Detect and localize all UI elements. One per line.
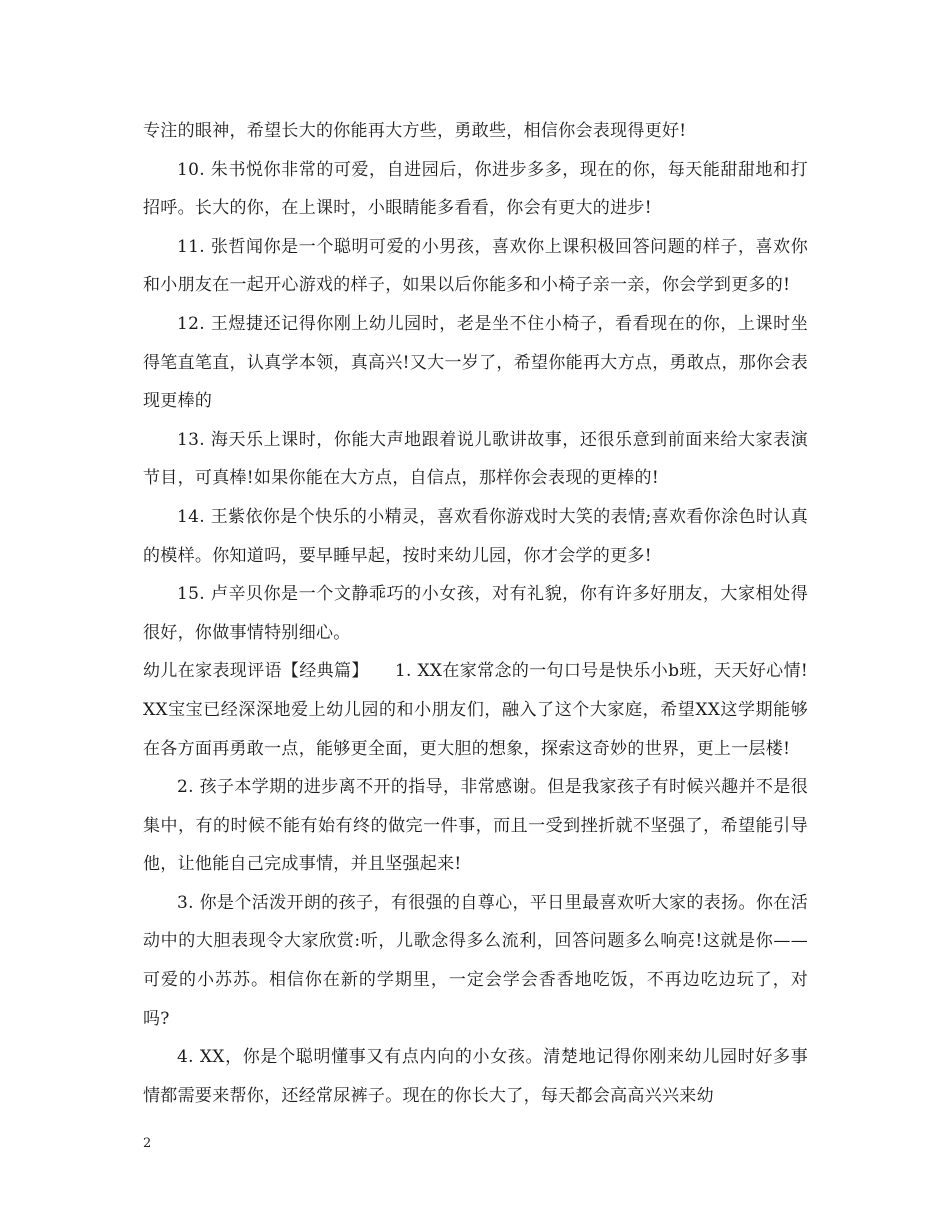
paragraph-2: 10. 朱书悦你非常的可爱，自进园后，你进步多多，现在的你，每天能甜甜地和打招呼。长大的你，在上课时，小眼睛能多看看，你会有更大的进步! xyxy=(143,159,808,219)
paragraph-6: 14. 王紫依你是个快乐的小精灵，喜欢看你游戏时大笑的表情;喜欢看你涂色时认真的模样。你知道吗，要早睡早起，按时来幼儿园，你才会学的更多! xyxy=(143,506,808,566)
page-number: 2 xyxy=(143,1136,152,1151)
paragraph-3: 11. 张哲闻你是一个聪明可爱的小男孩，喜欢你上课积极回答问题的样子，喜欢你和小朋友在一起开心游戏的样子，如果以后你能多和小椅子亲一亲，你会学到更多的! xyxy=(143,236,808,296)
paragraph-11: 4. XX，你是个聪明懂事又有点内向的小女孩。清楚地记得你刚来幼儿园时好多事情都需要来帮你，还经常尿裤子。现在的你长大了，每天都会高高兴兴来幼 xyxy=(143,1047,808,1106)
paragraph-10: 3. 你是个活泼开朗的孩子，有很强的自尊心，平日里最喜欢听大家的表扬。你在活动中的大胆表现令大家欣赏:听，儿歌念得多么流利，回答问题多么响亮!这就是你——可爱的小苏苏。相信你在新的学期里，一定会学会香香地吃饭，不再边吃边玩了，对吗? xyxy=(143,892,808,1029)
section-heading-paragraph: 幼儿在家表现评语【经典篇】 1. XX在家常念的一句口号是快乐小b班，天天好心情!XX宝宝已经深深地爱上幼儿园的和小朋友们，融入了这个大家庭，希望XX这学期能够在各方面再勇敢一点，能够更全面，更大胆的想象，探索这奇妙的世界，更上一层楼! xyxy=(143,661,808,759)
paragraph-1: 专注的眼神，希望长大的你能再大方些，勇敢些，相信你会表现得更好! xyxy=(143,121,687,141)
paragraph-7: 15. 卢辛贝你是一个文静乖巧的小女孩，对有礼貌，你有许多好朋友，大家相处得很好，你做事情特别细心。 xyxy=(143,584,808,643)
paragraph-4: 12. 王煜捷还记得你刚上幼儿园时，老是坐不住小椅子，看看现在的你，上课时坐得笔直笔直，认真学本领，真高兴!又大一岁了，希望你能再大方点，勇敢点，那你会表现更棒的 xyxy=(143,313,808,412)
paragraph-5: 13. 海天乐上课时，你能大声地跟着说儿歌讲故事，还很乐意到前面来给大家表演节目，可真棒!如果你能在大方点，自信点，那样你会表现的更棒的! xyxy=(143,429,808,489)
document-body xyxy=(143,112,808,1115)
paragraph-9: 2. 孩子本学期的进步离不开的指导，非常感谢。但是我家孩子有时候兴趣并不是很集中，有的时候不能有始有终的做完一件事，而且一受到挫折就不坚强了，希望能引导他，让他能自己完成事情，并且坚强起来! xyxy=(143,777,808,875)
